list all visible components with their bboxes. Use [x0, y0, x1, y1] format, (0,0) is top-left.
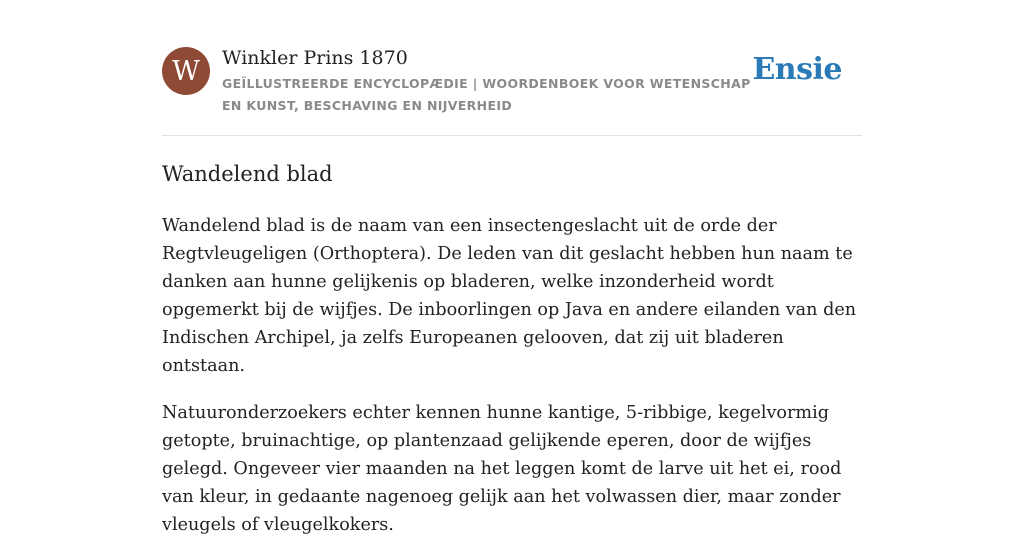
article-paragraph: Natuuronderzoekers echter kennen hunne kantige, 5-ribbige, kegelvormig getopte, bruinachtige, op plantenzaad gelijkende eperen, door de wijfjes gelegd. Ongeveer vier maanden na het leggen komt de larve uit het ei, rood van kleur, in gedaante nagenoeg gelijk aan het volwassen dier, maar zonder vleugels of vleugelkokers.: [162, 403, 842, 535]
ensie-logo[interactable]: Ensie: [752, 52, 842, 87]
source-title-block: [222, 44, 762, 117]
article-paragraph: Wandelend blad is de naam van een insectengeslacht uit de orde der Regtvleugeligen (Orthoptera). De leden van dit geslacht hebben hun naam te danken aan hunne gelijkenis op bladeren, welke inzonderheid wordt opgemerkt bij de wijfjes. De inboorlingen op Java en andere eilanden van den Indischen Archipel, ja zelfs Europeanen gelooven, dat zij uit bladeren ontstaan.: [162, 216, 857, 376]
source-title[interactable]: Winkler Prins 1870: [222, 47, 408, 69]
source-subtitle: GEÏLLUSTREERDE ENCYCLOPÆDIE | WOORDENBOEK VOOR WETENSCHAP EN KUNST, BESCHAVING EN NIJVERHEID: [222, 76, 751, 113]
article-title: Wandelend blad: [162, 162, 333, 186]
article-body: [162, 212, 862, 558]
source-avatar[interactable]: W: [162, 47, 210, 95]
page-header: [162, 44, 862, 136]
